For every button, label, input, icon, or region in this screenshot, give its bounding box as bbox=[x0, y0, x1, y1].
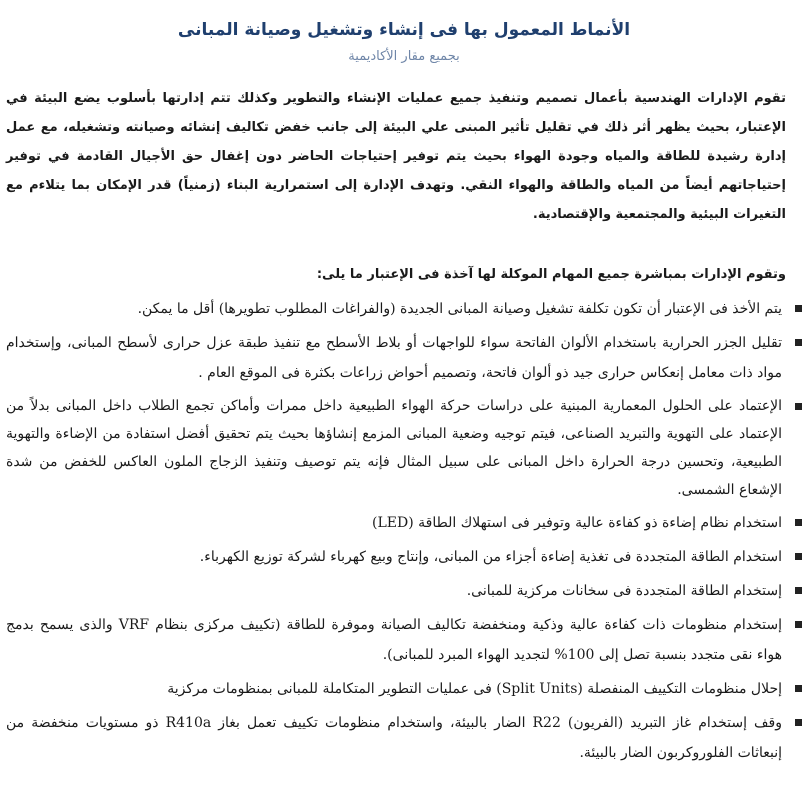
square-bullet-icon bbox=[795, 403, 802, 410]
list-item bbox=[6, 708, 808, 768]
list-item-text: إحلال منظومات التكييف المنفصلة (Split Units) فى عمليات التطوير المتكاملة للمبانى بمنظومات مركزية bbox=[167, 681, 782, 697]
list-item bbox=[6, 610, 808, 670]
square-bullet-icon bbox=[795, 719, 802, 726]
list-item bbox=[6, 576, 808, 606]
lead-sentence: وتقوم الإدارات بمباشرة جميع المهام الموكلة لها آخذة فى الإعتبار ما يلى: bbox=[316, 267, 786, 282]
list-item-text: الإعتماد على الحلول المعمارية المبنية على دراسات حركة الهواء الطبيعية داخل ممرات وأماكن تجمع الطلاب داخل المبانى بدلاً من الإعتماد على التهوية والتبريد الصناعى، فيتم توجيه وضعية المبانى المزمع إنشاؤها بحيث يتم تحقيق أفضل استفادة من الإضاءة والتهوية الطبيعية، وتحسين درجة الحرارة داخل المبانى على سبيل المثال فإنه يتم توصيف وتنفيذ الزجاج الملون العاكس للخفض من شدة الإشعاع الشمسى. bbox=[6, 398, 782, 498]
list-item-text: إستخدام منظومات ذات كفاءة عالية وذكية ومنخفضة تكاليف الصيانة وموفرة للطاقة (تكييف مركزى بنظام VRF والذى يسمح بدمج هواء نقى متجدد بنسبة تصل إلى 100% لتجديد الهواء المبرد للمبانى). bbox=[6, 617, 783, 663]
square-bullet-icon bbox=[795, 587, 802, 594]
square-bullet-icon bbox=[795, 305, 802, 312]
list-item bbox=[6, 392, 808, 504]
list-item-text: استخدام نظام إضاءة ذو كفاءة عالية وتوفير فى استهلاك الطاقة (LED) bbox=[372, 515, 782, 531]
list-item bbox=[6, 542, 808, 572]
list-item bbox=[6, 294, 808, 324]
list-item-text: وقف إستخدام غاز التبريد (الفريون) R22 الضار بالبيئة، واستخدام منظومات تكييف تعمل بغاز R410a ذو مستويات منخفضة من إنبعاثات الفلوروكربون الضار بالبيئة. bbox=[6, 715, 783, 761]
list-item-text: استخدام الطاقة المتجددة فى تغذية إضاءة أجزاء من المبانى، وإنتاج وبيع كهرباء لشركة توزيع الكهرباء. bbox=[199, 549, 782, 565]
square-bullet-icon bbox=[795, 685, 802, 692]
square-bullet-icon bbox=[795, 553, 802, 560]
bullet-list bbox=[6, 284, 808, 768]
list-item-text: يتم الأخذ فى الإعتبار أن تكون تكلفة تشغيل وصيانة المبانى الجديدة (والفراغات المطلوب تطويرها) أقل ما يمكن. bbox=[137, 301, 782, 317]
list-item-text: إستخدام الطاقة المتجددة فى سخانات مركزية للمبانى. bbox=[466, 583, 782, 599]
intro-paragraph: تقوم الإدارات الهندسية بأعمال تصميم وتنفيذ جميع عمليات الإنشاء والتطوير وكذلك تتم إدارتها بأسلوب يضع البيئة في الإعتبار، بحيث يظهر أثر ذلك في تقليل تأثير المبنى علي البيئة إلى جانب خفض تكاليف إنشائه وصيانته وتشغيله، مع عمل إدارة رشيدة للطاقة والمياه وجودة الهواء بحيث يتم توفير إحتياجات الحاضر دون إغفال حق الأجيال القادمة في توفير إحتياجاتهم أيضاً من المياه والطاقة والهواء النقي. وتهدف الإدارة إلى استمرارية البناء (زمنياً) قدر الإمكان بما يتلاءم مع التغيرات البيئية والمجتمعية والإقتصادية. bbox=[6, 91, 786, 222]
page-title: الأنماط المعمول بها فى إنشاء وتشغيل وصيانة المبانى bbox=[177, 20, 631, 40]
square-bullet-icon bbox=[795, 621, 802, 628]
list-item bbox=[6, 508, 808, 538]
list-item-text: تقليل الجزر الحرارية باستخدام الألوان الفاتحة سواء للواجهات أو بلاط الأسطح مع تنفيذ طبقة عزل حرارى لأسطح المبانى، وإستخدام مواد ذات معامل إنعكاس حرارى جيد ذو ألوان فاتحة، وتصميم أحواض زراعات بكثرة فى الموقع العام . bbox=[6, 335, 782, 381]
square-bullet-icon bbox=[795, 519, 802, 526]
page-subtitle: بجميع مقار الأكاديمية bbox=[348, 49, 460, 64]
square-bullet-icon bbox=[795, 339, 802, 346]
list-item bbox=[6, 328, 808, 388]
list-item bbox=[6, 674, 808, 704]
